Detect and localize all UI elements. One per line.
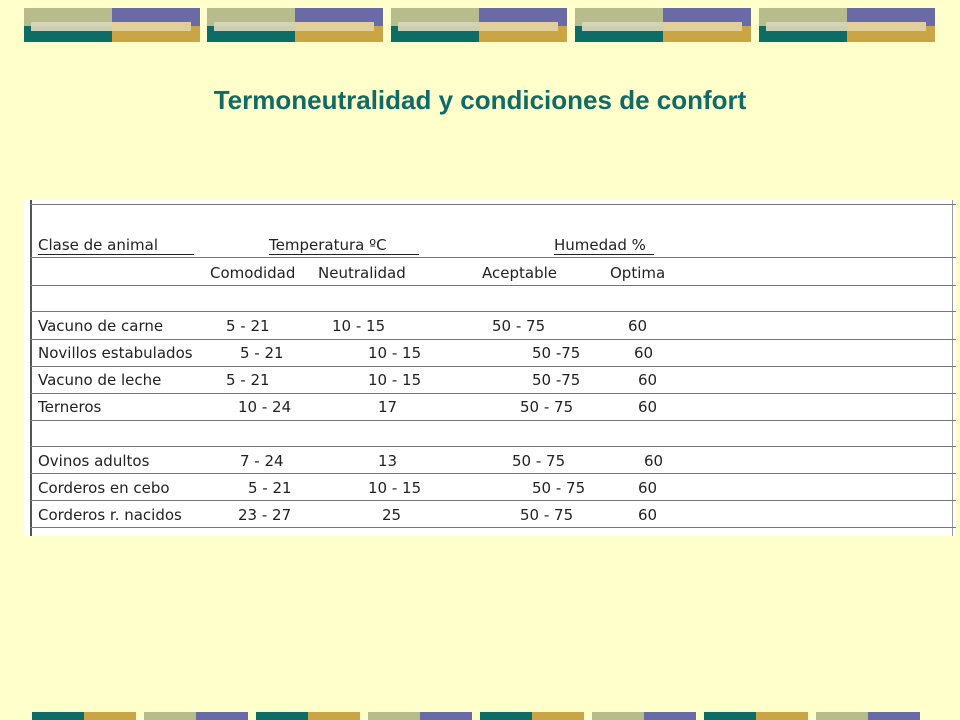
slide-title: Termoneutralidad y condiciones de confort — [213, 85, 747, 115]
bottom-decoration — [32, 712, 920, 720]
deco-block — [207, 8, 383, 42]
cell-acceptable: 50 - 75 — [520, 506, 574, 524]
cell-acceptable: 50 - 75 — [512, 452, 566, 470]
cell-comfort: 5 - 21 — [240, 344, 284, 362]
cell-comfort: 5 - 21 — [226, 317, 270, 335]
header-acceptable: Aceptable — [482, 264, 557, 282]
header-comfort: Comodidad — [210, 264, 296, 282]
cell-neutrality: 10 - 15 — [368, 479, 422, 497]
cell-optimal: 60 — [638, 506, 658, 524]
comfort-table — [24, 200, 956, 536]
cell-comfort: 5 - 21 — [226, 371, 270, 389]
header-animal-class: Clase de animal — [38, 236, 194, 255]
cell-neutrality: 10 - 15 — [368, 371, 422, 389]
header-neutrality: Neutralidad — [318, 264, 406, 282]
cell-animal: Ovinos adultos — [38, 452, 150, 470]
cell-animal: Novillos estabulados — [38, 344, 193, 362]
cell-acceptable: 50 - 75 — [532, 479, 586, 497]
cell-optimal: 60 — [628, 317, 648, 335]
header-temperature: Temperatura ºC — [269, 236, 419, 255]
deco-block — [575, 8, 751, 42]
cell-animal: Corderos en cebo — [38, 479, 170, 497]
cell-animal: Terneros — [38, 398, 102, 416]
cell-comfort: 10 - 24 — [238, 398, 292, 416]
cell-acceptable: 50 -75 — [532, 371, 581, 389]
table-right-border — [952, 200, 953, 536]
cell-optimal: 60 — [634, 344, 654, 362]
table-left-border — [30, 200, 32, 536]
deco-block — [391, 8, 567, 42]
cell-neutrality: 17 — [378, 398, 398, 416]
cell-acceptable: 50 -75 — [532, 344, 581, 362]
cell-neutrality: 25 — [382, 506, 402, 524]
cell-animal: Corderos r. nacidos — [38, 506, 182, 524]
cell-comfort: 23 - 27 — [238, 506, 292, 524]
cell-animal: Vacuno de carne — [38, 317, 164, 335]
cell-acceptable: 50 - 75 — [520, 398, 574, 416]
cell-optimal: 60 — [638, 479, 658, 497]
header-optimal: Optima — [610, 264, 666, 282]
cell-optimal: 60 — [638, 371, 658, 389]
deco-block — [24, 8, 200, 42]
cell-acceptable: 50 - 75 — [492, 317, 546, 335]
cell-comfort: 5 - 21 — [248, 479, 292, 497]
cell-animal: Vacuno de leche — [38, 371, 162, 389]
deco-block — [759, 8, 935, 42]
header-humidity: Humedad % — [554, 236, 654, 255]
cell-comfort: 7 - 24 — [240, 452, 284, 470]
cell-neutrality: 10 - 15 — [332, 317, 386, 335]
cell-optimal: 60 — [638, 398, 658, 416]
cell-neutrality: 13 — [378, 452, 398, 470]
cell-optimal: 60 — [644, 452, 664, 470]
cell-neutrality: 10 - 15 — [368, 344, 422, 362]
